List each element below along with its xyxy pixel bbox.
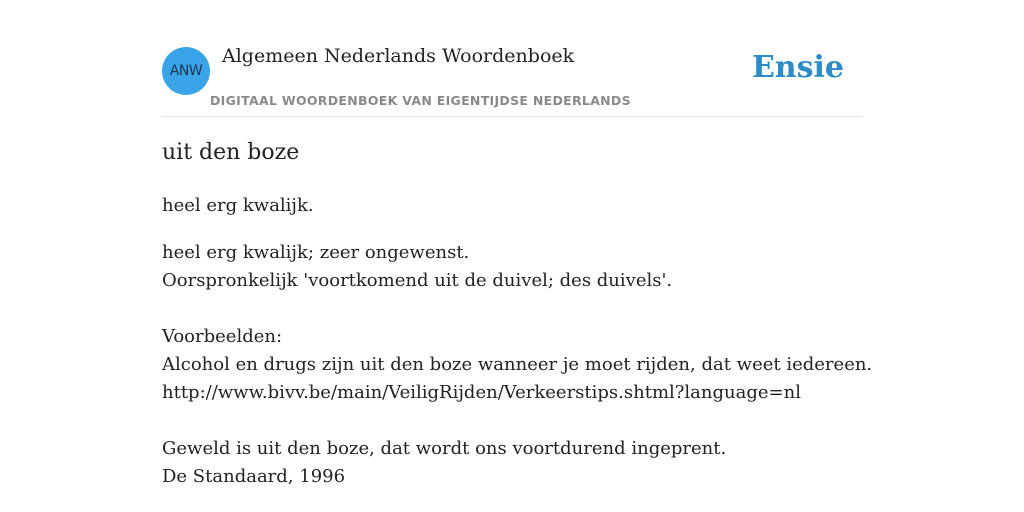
site-subtitle: DIGITAAL WOORDENBOEK VAN EIGENTIJDSE NEDERLANDS <box>210 93 631 108</box>
definition-line: heel erg kwalijk; zeer ongewenst. <box>162 242 470 263</box>
origin-line: Oorspronkelijk 'voortkomend uit de duivel; des duivels'. <box>162 270 673 291</box>
entry-headword: uit den boze <box>162 140 300 165</box>
site-header <box>162 0 862 117</box>
examples-heading: Voorbeelden: <box>162 326 283 347</box>
long-definition <box>162 239 872 491</box>
short-definition: heel erg kwalijk. <box>162 195 314 216</box>
example-source-url: http://www.bivv.be/main/VeiligRijden/Verkeerstips.shtml?language=nl <box>162 382 801 403</box>
example-source: De Standaard, 1996 <box>162 466 346 487</box>
example-sentence: Alcohol en drugs zijn uit den boze wanneer je moet rijden, dat weet iedereen. <box>162 354 873 375</box>
blank-line <box>162 407 872 435</box>
site-title[interactable]: Algemeen Nederlands Woordenboek <box>222 45 575 67</box>
ensie-brand-logo[interactable]: Ensie <box>751 50 844 85</box>
blank-line <box>162 295 872 323</box>
example-sentence: Geweld is uit den boze, dat wordt ons voortdurend ingeprent. <box>162 438 727 459</box>
anw-logo[interactable]: ANW <box>162 47 210 95</box>
